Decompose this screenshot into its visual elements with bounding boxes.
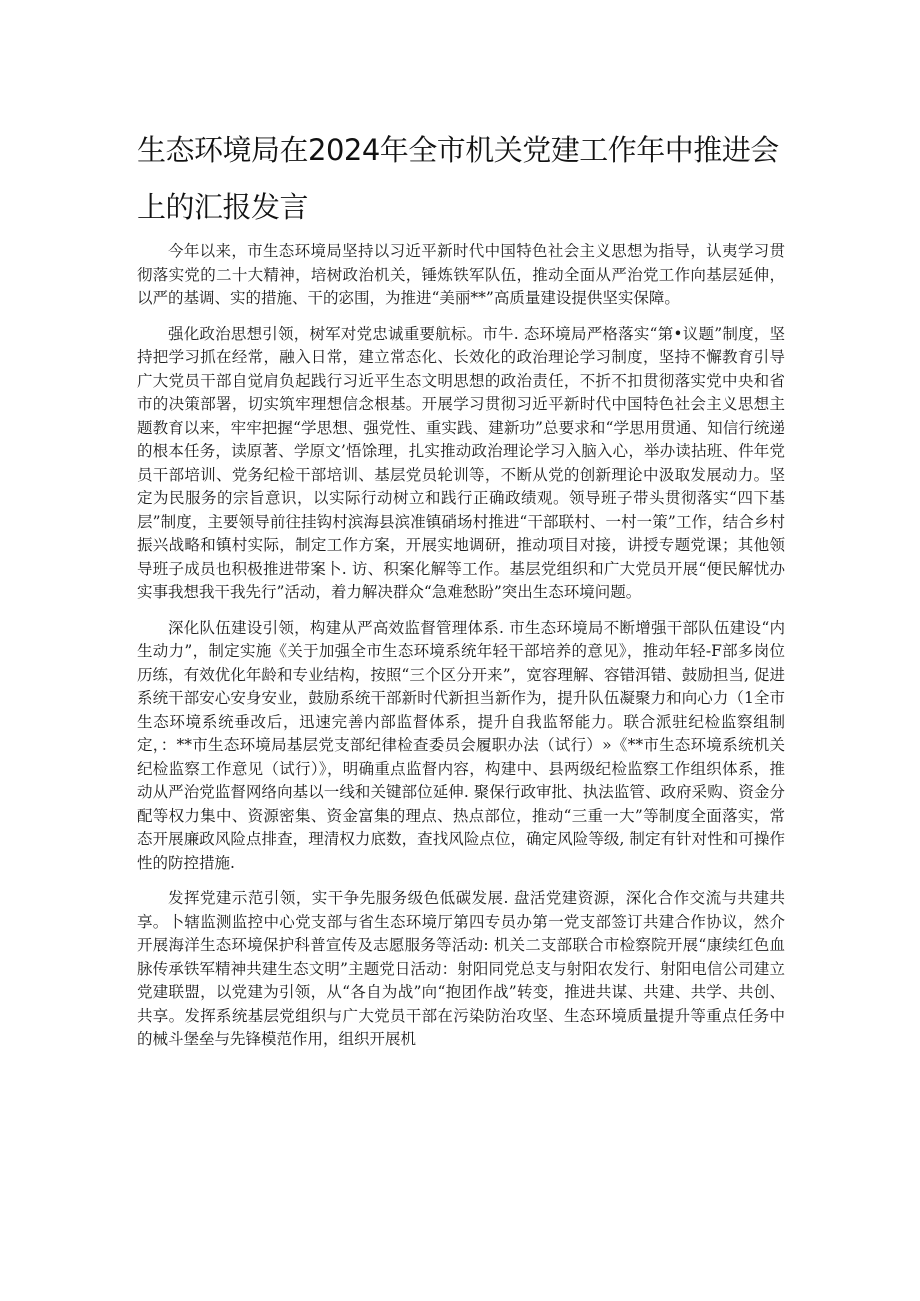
paragraph-political-guidance: 强化政治思想引领，树军对党忠诚重要航标。市牛. 态环境局严格落实“第•议题”制度，坚持把学习抓在经常，融入日常，建立常态化、长效化的政治理论学习制度，坚持不懈教育引导广大党员干部自觉肩负起践行习近平生态文明思想的政治责任，不折不扣贯彻落实党中央和省市的决策部署，切实筑牢理想信念根基。开展学习贯彻习近平新时代中国特色社会主义思想主题教育以来，牢牢把握“学思想、强党性、重实践、建新功”总要求和“学思用贯通、知信行统递的根本任务，读原著、学原文’悟馀理，扎实推动政治理论学习入脑入心，举办读拈班、件年党员干部培训、党务纪检干部培训、基层党员轮训等，不断从党的创新理论中汲取发展动力。坚定为民服务的宗旨意识，以实际行动树立和践行正确政绩观。领导班子带头贯彻落实“四下基层”制度，主要领导前往挂钩村滨海县滨准镇硝场村推进“干部联村、一村一策”工作，结合乡村振兴战略和镇村实际，制定工作方案，开展实地调研，推动项目对接，讲授专题党课；其他领导班子成员也积极推进带案卜. 访、积案化解等工作。基层党组织和广大党员开展“便民解忧办实事我想我干我先行”活动，着力解决群众“急难愁盼”突出生态环境问题。 xyxy=(137,324,785,601)
document-title-line-2: 上的汇报发言 xyxy=(137,190,309,224)
document-body xyxy=(137,240,785,1064)
paragraph-demonstration: 发挥党建示范引领，实干争先服务级色低碳发展. 盘活党建资源，深化合作交流与共建共享。卜辖监测监控中心党支部与省生态环境厅第四专员办第一党支部签订共建合作协议，然介开展海洋生态环境保护科普宣传及志愿服务等活动: 机关二支部联合市检察院开展“康续红色血脉传承铁军精神共建生态文明”主题党日活动：射阳同党总支与射阳农发行、射阳电信公司建立党建联盟，以党建为引领，从“各自为战”向“抱团作战”转变，推进共谋、共建、共学、共创、共享。发挥系统基层党组织与广大党员干部在污染防治攻坚、生态环境质量提升等重点任务中的械斗堡垒与先锋模范作用，组织开展机 xyxy=(137,889,785,1048)
paragraph-intro: 今年以来，市生态环境局坚持以习近平新时代中国特色社会主义思想为指导，认夷学习贯彻落实党的二十大精神，培树政治机关，锤炼铁军队伍，推动全面从严治党工作向基层延伸，以严的基调、实的措施、干的宓围，为推进“美丽**”高质量建设提供坚实保障。 xyxy=(137,242,785,307)
paragraph-team-building: 深化队伍建设引领，构建从严高效监督管理体系. 市生态环境局不断增强干部队伍建设“内生动力”，制定实施《关于加强全市生态环境系统年轻干部培养的意见》，推动年轻-F部多岗位历练，有效优化年龄和专业结构，按照“三个区分开来”，宽容理解、容错洱错、鼓励担当, 促进系统干部安心安身安业，鼓励系统干部新时代新担当新作为，提升队伍凝聚力和向心力（1全市生态环境系统垂改后，迅速完善内部监督体系，提升自我监帑能力。联合派驻纪检监察组制定，：**市生态环境局基层党支部纪律检查委员会履职办法（试行）»《**市生态环境系统机关纪检监察工作意见（试行）》，明确重点监督内容，构建中、县两级纪检监察工作组织体系，推动从严治党监督网络向基以一线和关键部位延伸. 聚保行政审批、执法监管、政府采购、资金分配等权力集中、资源密集、资金富集的理点、热点部位，推动“三重一大”等制度全面落实，常态开展廉政风险点排查，理清权力底数，查找风险点位，确定风险等级, 制定有针对性和可操作性的防控措施. xyxy=(137,618,785,872)
document-title-line-1: 生态环境局在2024年全市机关党建工作年中推进会 xyxy=(137,133,779,167)
